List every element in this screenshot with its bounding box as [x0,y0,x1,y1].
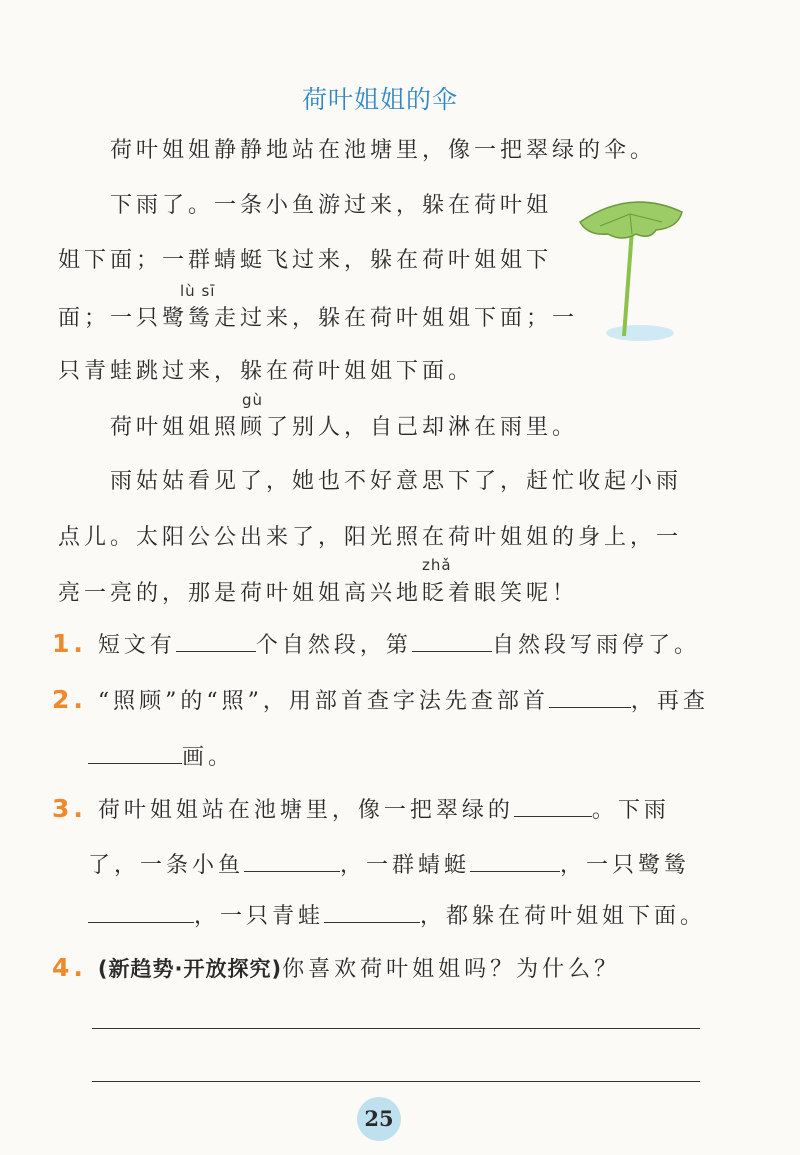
question-4-tag: (新趋势·开放探究) [97,957,283,981]
question-4-text: 你喜欢荷叶姐姐吗？为什么？ [282,957,621,982]
question-2-text-c: 画。 [182,745,235,770]
question-3-text-b: 。下雨 [591,798,670,823]
pinyin-gu: gù [242,391,264,409]
question-3-text-a: 荷叶姐姐站在池塘里，像一把翠绿的 [97,798,514,823]
question-1 [52,628,700,659]
page-number-badge: 25 [357,1097,401,1141]
question-2 [52,684,709,715]
question-2-text-b: ，再查 [630,689,709,714]
question-3-blank-5[interactable] [324,902,420,923]
question-3-line-2 [88,848,690,879]
question-2-number: 2. [52,685,87,714]
question-2-line-2 [88,740,234,771]
question-1-blank-1[interactable] [176,631,256,652]
question-3-blank-4[interactable] [88,902,194,923]
question-3-blank-1[interactable] [514,796,592,817]
question-3-blank-2[interactable] [244,851,340,872]
answer-line-1[interactable] [92,1028,700,1029]
question-3-number: 3. [52,794,87,823]
question-1-text-a: 短文有 [97,633,176,658]
question-3 [52,793,670,824]
story-paragraph-4-line-3: 亮一亮的，那是荷叶姐姐高兴地眨着眼笑呢！ [58,581,579,606]
question-1-blank-2[interactable] [412,631,492,652]
page-title: 荷叶姐姐的伞 [301,85,458,114]
question-3-blank-3[interactable] [470,851,560,872]
lotus-leaf-illustration [570,190,690,350]
question-3-text-g: ，都躲在荷叶姐姐下面。 [420,904,707,929]
question-1-number: 1. [52,629,87,658]
question-3-text-f: ，一只青蛙 [194,904,325,929]
story-paragraph-2-line-4: 只青蛙跳过来，躲在荷叶姐姐下面。 [58,359,475,384]
question-3-text-d: ，一群蜻蜓 [340,853,471,878]
story-paragraph-1: 荷叶姐姐静静地站在池塘里，像一把翠绿的伞。 [110,138,657,163]
pinyin-lusi: lù sī [180,282,216,300]
pinyin-zha: zhǎ [422,556,452,574]
answer-line-2[interactable] [92,1081,700,1082]
question-2-text-a: “照顾”的“照”，用部首查字法先查部首 [97,689,549,714]
story-paragraph-2-line-2: 姐下面；一群蜻蜓飞过来，躲在荷叶姐姐下 [58,248,553,273]
story-paragraph-2-line-3: 面；一只鹭鸶走过来，躲在荷叶姐姐下面；一 [58,306,579,331]
question-3-text-e: ，一只鹭鸶 [560,853,691,878]
question-4-number: 4. [52,953,87,982]
question-1-text-c: 自然段写雨停了。 [491,633,700,658]
story-paragraph-2-line-1: 下雨了。一条小鱼游过来，躲在荷叶姐 [110,193,553,218]
question-3-text-c: 了，一条小鱼 [88,853,245,878]
question-4 [52,952,620,983]
question-1-text-b: 个自然段，第 [255,633,412,658]
question-2-blank-1[interactable] [549,687,631,708]
story-paragraph-4-line-1: 雨姑姑看见了，她也不好意思下了，赶忙收起小雨 [110,469,683,494]
question-3-line-3 [88,899,706,930]
question-2-blank-2[interactable] [88,743,182,764]
story-paragraph-4-line-2: 点儿。太阳公公出来了，阳光照在荷叶姐姐的身上，一 [58,525,683,550]
story-paragraph-3: 荷叶姐姐照顾了别人，自己却淋在雨里。 [110,415,579,440]
